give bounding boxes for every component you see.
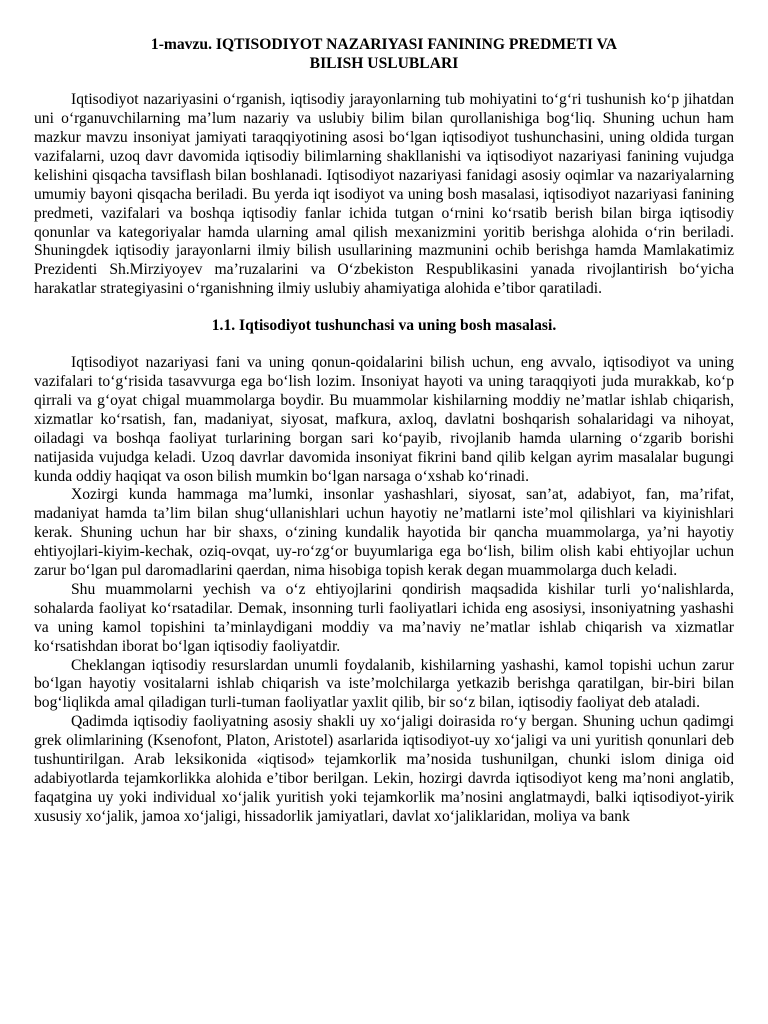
intro-paragraph: Iqtisodiyot nazariyasini o‘rganish, iqtisodiy jarayonlarning tub mohiyatini to‘g‘ri tushunish ko‘p jihatdan uni o‘rganuvchilarning ma’lum nazariy va uslubiy bilim bilan qurollanishiga bog‘liq. Shuning uchun ham mazkur mavzu insoniyat jamiyati taraqqiyotining asosi bo‘lgan iqtisodiyot tushunchasini, uning oldida turgan vazifalarni, uzoq davr davomida iqtisodiy bilimlarning shakllanishi va iqtisodiyot nazariyasi fanining vujudga kelishini qisqacha tavsiflash bilan boshlanadi. Iqtisodiyot nazariyasi fanidagi asosiy oqimlar va nazariyalarning umumiy bayoni qisqacha beriladi. Bu yerda iqt isodiyot va uning bosh masalasi, iqtisodiyot nazariyasi fanining predmeti, vazifalari va boshqa iqtisodiy fanlar ichida tutgan o‘rnini ko‘rsatib berish bilan birga iqtisodiy qonunlar va kategoriyalar hamda ularning amal qilish mexanizmini yoritib berishga alohida o‘rin beriladi. Shuningdek iqtisodiy jarayonlarni ilmiy bilish usullarining mazmunini ochib berishga hamda Mamlakatimiz Prezidenti Sh.Mirziyoyev ma’ruzalarini va O‘zbekiston Respublikasini yanada rivojlantirish bo‘yicha harakatlar strategiyasini o‘rganishning ilmiy uslubiy ahamiyatiga alohida e’tibor qaratiladi. xyxy=(34,91,734,298)
document-title xyxy=(34,36,734,73)
title-line-2: BILISH USLUBLARI xyxy=(309,54,459,72)
body-paragraph-4: Cheklangan iqtisodiy resurslardan unumli foydalanib, kishilarning yashashi, kamol topishi uchun zarur bo‘lgan hayotiy vositalarni ishlab chiqarish va iste’molchilarga yetkazib berishga qaratilgan, bir-biri bilan bog‘liqlikda amal qiladigan turli-tuman faoliyatlar yaxlit qilib, bir so‘z bilan, iqtisodiy faoliyat deb ataladi. xyxy=(34,656,734,712)
body-paragraph-3: Shu muammolarni yechish va o‘z ehtiyojlarini qondirish maqsadida kishilar turli yo‘nalishlarda, sohalarda faoliyat ko‘rsatadilar. Demak, insonning turli faoliyatlari ichida eng asosiysi, insoniyatning yashashi va uning kamol topishini ta’minlaydigani moddiy va ma’naviy ne’matlar ishlab chiqarish va xizmatlar ko‘rsatishdan iborat bo‘lgan iqtisodiy faoliyatdir. xyxy=(34,580,734,655)
section-heading: 1.1. Iqtisodiyot tushunchasi va uning bosh masalasi. xyxy=(211,317,557,335)
body-paragraph-1: Iqtisodiyot nazariyasi fani va uning qonun-qoidalarini bilish uchun, eng avvalo, iqtisodiyot va uning vazifalari to‘g‘risida tasavvurga ega bo‘lish lozim. Insoniyat hayoti va uning taraqqiyoti juda murakkab, ko‘p qirrali va g‘oyat chigal muammolarga boydir. Bu muammolar kishilarning moddiy ne’matlar ishlab chiqarish, xizmatlar ko‘rsatish, fan, madaniyat, siyosat, mafkura, axloq, davlatni boshqarish sohalaridagi va nihoyat, oiladagi va boshqa faoliyat turlarining borgan sari ko‘payib, rivojlanib hamda ularning o‘zgarib borishi natijasida vujudga keladi. Uzoq davrlar davomida insoniyat fikrini band qilib kelgan ayrim masalalar bugungi kunda oddiy haqiqat va oson bilish mumkin bo‘lgan narsaga o‘xshab ko‘rinadi. xyxy=(34,354,734,485)
document-page xyxy=(34,36,734,827)
body-paragraph-5: Qadimda iqtisodiy faoliyatning asosiy shakli uy xo‘jaligi doirasida ro‘y bergan. Shuning uchun qadimgi grek olimlarining (Ksenofont, Platon, Aristotel) asarlarida iqtisodiyot-uy xo‘jaligi va uni yuritish qonunlari deb tushuntirilgan. Arab leksikonida «iqtisod» tejamkorlik ma’nosida tushunilgan, chunki islom diniga oid adabiyotlarda tejamkorlikka alohida e’tibor berilgan. Lekin, hozirgi davrda iqtisodiyot keng ma’noni anglatib, faqatgina uy yoki individual xo‘jalik yuritish yoki tejamkorlik ma’nosini anglatmaydi, balki iqtisodiyot-yirik xususiy xo‘jalik, jamoa xo‘jaligi, hissadorlik jamiyatlari, davlat xo‘jaliklaridan, moliya va bank xyxy=(34,713,734,825)
title-line-1: 1-mavzu. IQTISODIYOT NAZARIYASI FANINING PREDMETI VA xyxy=(150,36,618,53)
body-paragraph-2: Xozirgi kunda hammaga ma’lumki, insonlar yashashlari, siyosat, san’at, adabiyot, fan, ma’rifat, madaniyat hamda ta’lim bilan shug‘ullanishlari uchun hayotiy ne’matlarni iste’mol qilishlari va kiyinishlari kerak. Shuning uchun har bir shaxs, o‘zining kundalik hayotida bir qancha muammolarga, ya’ni hayotiy ehtiyojlari-kiyim-kechak, oziq-ovqat, uy-ro‘zg‘or buyumlariga ega bo‘lish, bilim olish kabi ehtiyojlar uchun zarur bo‘lgan pul daromadlarini qaerdan, nima hisobiga topish kerak degan muammolarga duch keladi. xyxy=(34,486,734,580)
